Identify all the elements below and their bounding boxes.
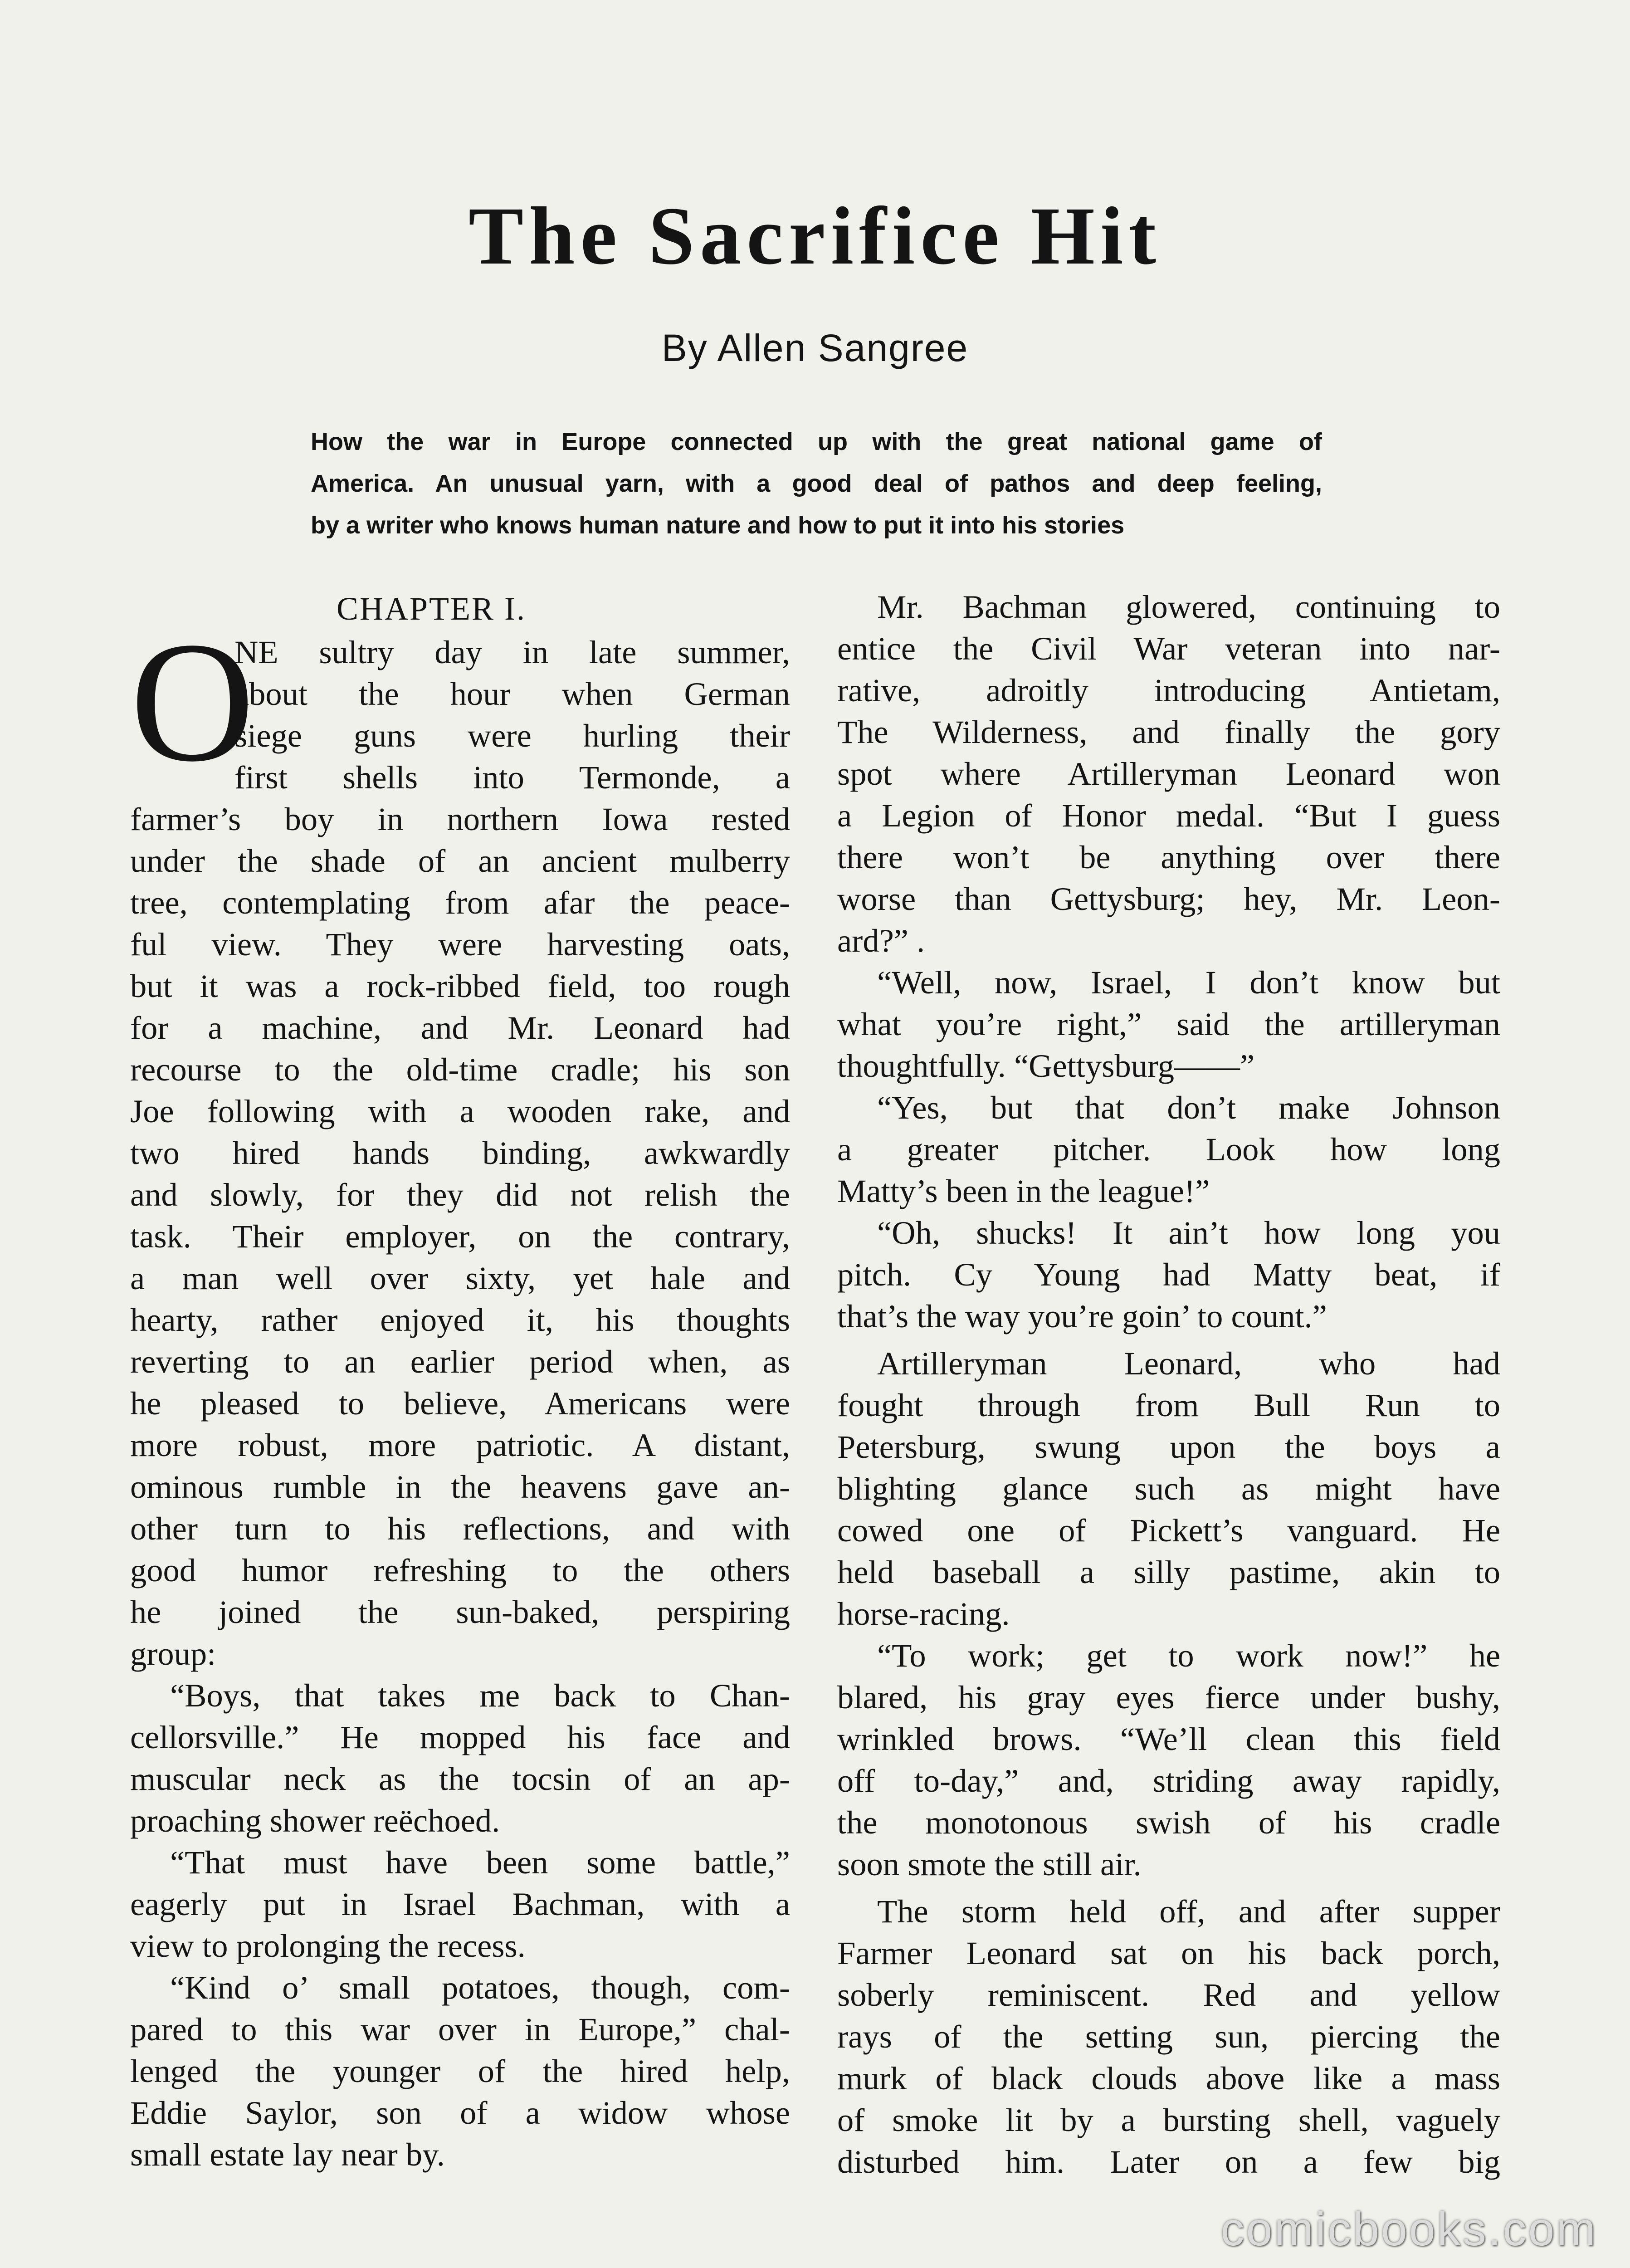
text-line: view to prolonging the recess.	[130, 1927, 526, 1964]
text-line: group:	[130, 1635, 216, 1672]
text-line: fought through from Bull Run to	[837, 1387, 1500, 1423]
text-line: “Yes, but that don’t make Johnson	[877, 1089, 1500, 1126]
text-line: rays of the setting sun, piercing the	[837, 2018, 1500, 2055]
text-line: Farmer Leonard sat on his back porch,	[837, 1935, 1500, 1971]
text-line: eagerly put in Israel Bachman, with a	[130, 1886, 790, 1922]
text-line: and slowly, for they did not relish the	[130, 1176, 790, 1213]
text-line: soberly reminiscent. Red and yellow	[837, 1976, 1500, 2013]
text-line: blighting glance such as might have	[837, 1470, 1500, 1507]
right-column	[837, 586, 1500, 2183]
text-line: he joined the sun-baked, perspiring	[130, 1593, 790, 1630]
text-line: under the shade of an ancient mulberry	[130, 842, 790, 879]
text-line: there won’t be anything over there	[837, 839, 1500, 875]
text-line: soon smote the still air.	[837, 1846, 1142, 1882]
text-line: thoughtfully. “Gettysburg——”	[837, 1047, 1255, 1084]
text-line: worse than Gettysburg; hey, Mr. Leon-	[837, 880, 1500, 917]
text-line: cellorsville.” He mopped his face and	[130, 1719, 790, 1755]
text-line: that’s the way you’re goin’ to count.”	[837, 1298, 1327, 1334]
text-line: wrinkled brows. “We’ll clean this field	[837, 1721, 1500, 1757]
text-line: spot where Artilleryman Leonard won	[837, 755, 1500, 792]
text-line: what you’re right,” said the artilleryman	[837, 1006, 1500, 1042]
text-line: entice the Civil War veteran into nar-	[837, 630, 1500, 667]
dek-line: by a writer who knows human nature and how to put it into his stories	[311, 512, 1125, 539]
text-line: a greater pitcher. Look how long	[837, 1131, 1500, 1168]
text-line: Mr. Bachman glowered, continuing to	[877, 588, 1500, 625]
byline: By Allen Sangree	[661, 327, 969, 369]
text-line: but it was a rock-ribbed field, too rough	[130, 968, 790, 1004]
text-line: a man well over sixty, yet hale and	[130, 1260, 790, 1296]
text-line: he pleased to believe, Americans were	[130, 1385, 790, 1422]
dek-line: America. An unusual yarn, with a good deal of pathos and deep feeling,	[311, 470, 1322, 497]
text-line: murk of black clouds above like a mass	[837, 2060, 1500, 2097]
text-line: “Well, now, Israel, I don’t know but	[877, 964, 1500, 1001]
text-line: The Wilderness, and finally the gory	[837, 714, 1500, 750]
text-line: “To work; get to work now!” he	[877, 1637, 1500, 1674]
text-line: first shells into Termonde, a	[234, 759, 790, 796]
text-line: Petersburg, swung upon the boys a	[837, 1428, 1500, 1465]
text-line: task. Their employer, on the contrary,	[130, 1218, 790, 1255]
text-line: for a machine, and Mr. Leonard had	[130, 1009, 790, 1046]
text-line: hearty, rather enjoyed it, his thoughts	[130, 1301, 790, 1338]
text-line: recourse to the old-time cradle; his son	[130, 1051, 790, 1088]
text-line: The storm held off, and after supper	[877, 1893, 1500, 1930]
text-line: about the hour when German	[234, 675, 790, 712]
text-line: pitch. Cy Young had Matty beat, if	[837, 1256, 1500, 1293]
text-line: a Legion of Honor medal. “But I guess	[837, 797, 1500, 834]
text-line: ful view. They were harvesting oats,	[130, 926, 790, 963]
story-dek	[311, 421, 1322, 546]
text-line: other turn to his reflections, and with	[130, 1510, 790, 1547]
text-line: muscular neck as the tocsin of an ap-	[130, 1760, 790, 1797]
dek-line: How the war in Europe connected up with the great national game of	[311, 428, 1322, 455]
chapter-heading: CHAPTER I.	[337, 591, 527, 627]
text-line: siege guns were hurling their	[234, 717, 790, 754]
site-watermark: comicbooks.com	[1220, 2203, 1597, 2256]
drop-cap: O	[130, 606, 255, 797]
text-line: off to-day,” and, striding away rapidly,	[837, 1762, 1500, 1799]
text-line: blared, his gray eyes fierce under bushy,	[837, 1679, 1500, 1716]
text-line: tree, contemplating from afar the peace-	[130, 884, 790, 921]
story-title: The Sacrifice Hit	[468, 191, 1162, 282]
text-line: lenged the younger of the hired help,	[130, 2053, 790, 2089]
text-line: reverting to an earlier period when, as	[130, 1343, 790, 1380]
text-line: good humor refreshing to the others	[130, 1552, 790, 1589]
text-line: horse-racing.	[837, 1595, 1010, 1632]
text-line: ominous rumble in the heavens gave an-	[130, 1468, 790, 1505]
text-line: Artilleryman Leonard, who had	[877, 1345, 1500, 1382]
text-line: pared to this war over in Europe,” chal-	[130, 2011, 790, 2048]
text-line: “Oh, shucks! It ain’t how long you	[877, 1214, 1500, 1251]
text-line: small estate lay near by.	[130, 2136, 445, 2173]
text-line: of smoke lit by a bursting shell, vaguely	[837, 2102, 1500, 2138]
text-line: farmer’s boy in northern Iowa rested	[130, 801, 790, 837]
text-line: “Boys, that takes me back to Chan-	[170, 1677, 790, 1714]
text-line: disturbed him. Later on a few big	[837, 2143, 1500, 2180]
left-column	[130, 586, 790, 2175]
text-line: Eddie Saylor, son of a widow whose	[130, 2094, 790, 2131]
text-line: Joe following with a wooden rake, and	[130, 1093, 790, 1129]
text-line: NE sultry day in late summer,	[234, 634, 790, 670]
text-line: the monotonous swish of his cradle	[837, 1804, 1500, 1841]
text-line: rative, adroitly introducing Antietam,	[837, 672, 1500, 709]
text-line: held baseball a silly pastime, akin to	[837, 1554, 1500, 1590]
text-line: ard?” .	[837, 922, 925, 959]
text-line: “Kind o’ small potatoes, though, com-	[170, 1969, 790, 2006]
text-line: “That must have been some battle,”	[170, 1844, 790, 1881]
text-line: cowed one of Pickett’s vanguard. He	[837, 1512, 1500, 1549]
text-line: Matty’s been in the league!”	[837, 1173, 1210, 1209]
text-line: two hired hands binding, awkwardly	[130, 1134, 790, 1171]
text-line: more robust, more patriotic. A distant,	[130, 1427, 790, 1463]
text-line: proaching shower reëchoed.	[130, 1802, 500, 1839]
